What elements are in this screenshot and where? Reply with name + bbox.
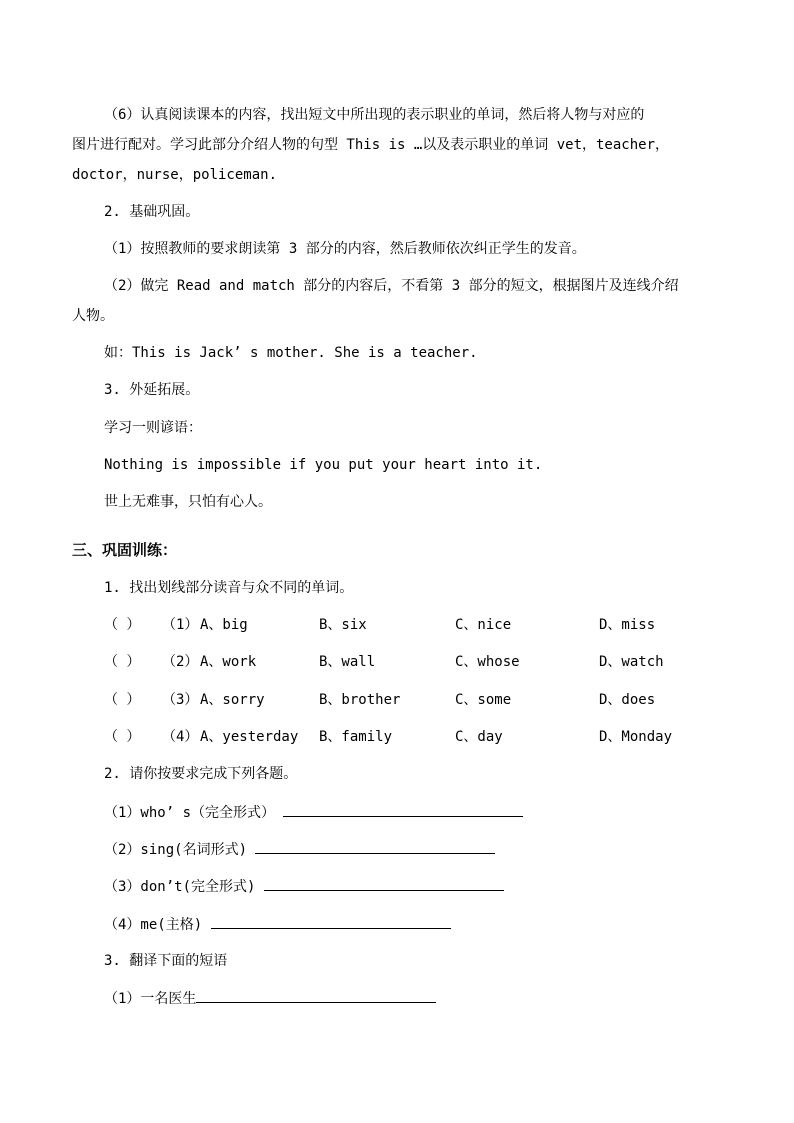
question-3-item-label: （1）一名医生 — [104, 991, 197, 1007]
answer-blank[interactable] — [264, 876, 504, 891]
answer-paren[interactable]: （ ） — [104, 617, 141, 633]
option-c: C、nice — [455, 617, 512, 633]
option-d: D、Monday — [599, 729, 673, 745]
question-2-item — [104, 802, 523, 823]
proverb-english: Nothing is impossible if you put your heart into it. — [104, 457, 543, 473]
answer-blank[interactable] — [255, 839, 495, 854]
option-a: A、sorry — [200, 692, 265, 708]
answer-blank[interactable] — [283, 802, 523, 817]
item-number: （1） — [162, 617, 199, 633]
consolidation-heading: 三、巩固训练： — [72, 541, 178, 559]
question-2-item — [104, 876, 504, 897]
paragraph-6-line-2: 图片进行配对。学习此部分介绍人物的句型 This is …以及表示职业的单词 vet，teacher， — [72, 137, 670, 153]
paragraph-6-line-3: doctor，nurse，policeman. — [72, 167, 278, 183]
item-number: （4） — [162, 729, 199, 745]
section-2-item-2-line-1: （2）做完 Read and match 部分的内容后，不看第 3 部分的短文，根据图片及连线介绍 — [104, 278, 679, 294]
option-b: B、six — [319, 617, 367, 633]
question-2-item-label: （3）don’t(完全形式) — [104, 879, 256, 895]
question-2-item-label: （2）sing(名词形式) — [104, 842, 248, 858]
question-3-item — [104, 988, 436, 1009]
option-d: D、does — [599, 692, 656, 708]
section-3-title: 3. 外延拓展。 — [104, 382, 200, 398]
question-2-item-label: （4）me(主格) — [104, 917, 203, 933]
question-2-item-label: （1）who’ s（完全形式） — [104, 805, 276, 821]
proverb-chinese: 世上无难事，只怕有心人。 — [104, 494, 272, 510]
proverb-label: 学习一则谚语： — [104, 420, 202, 436]
question-2-item — [104, 914, 451, 935]
item-number: （2） — [162, 654, 199, 670]
option-b: B、wall — [319, 654, 376, 670]
option-c: C、whose — [455, 654, 520, 670]
answer-blank[interactable] — [196, 988, 436, 1003]
option-d: D、watch — [599, 654, 664, 670]
option-a: A、big — [200, 617, 248, 633]
option-a: A、work — [200, 654, 257, 670]
option-c: C、day — [455, 729, 503, 745]
answer-paren[interactable]: （ ） — [104, 729, 141, 745]
question-2-item — [104, 839, 495, 860]
option-b: B、family — [319, 729, 393, 745]
option-a: A、yesterday — [200, 729, 299, 745]
option-b: B、brother — [319, 692, 401, 708]
question-1-title: 1. 找出划线部分读音与众不同的单词。 — [104, 580, 354, 596]
option-c: C、some — [455, 692, 512, 708]
paragraph-6-line-1: （6）认真阅读课本的内容，找出短文中所出现的表示职业的单词，然后将人物与对应的 — [104, 107, 645, 123]
answer-paren[interactable]: （ ） — [104, 654, 141, 670]
answer-paren[interactable]: （ ） — [104, 692, 141, 708]
question-2-title: 2. 请你按要求完成下列各题。 — [104, 766, 298, 782]
item-number: （3） — [162, 692, 199, 708]
question-3-title: 3. 翻译下面的短语 — [104, 953, 228, 969]
section-2-item-1: （1）按照教师的要求朗读第 3 部分的内容，然后教师依次纠正学生的发音。 — [104, 241, 586, 257]
example-sentence: 如：This is Jack’ s mother. She is a teacher. — [104, 345, 478, 361]
option-d: D、miss — [599, 617, 656, 633]
answer-blank[interactable] — [211, 914, 451, 929]
section-2-title: 2. 基础巩固。 — [104, 204, 200, 220]
section-2-item-2-line-2: 人物。 — [72, 308, 114, 324]
